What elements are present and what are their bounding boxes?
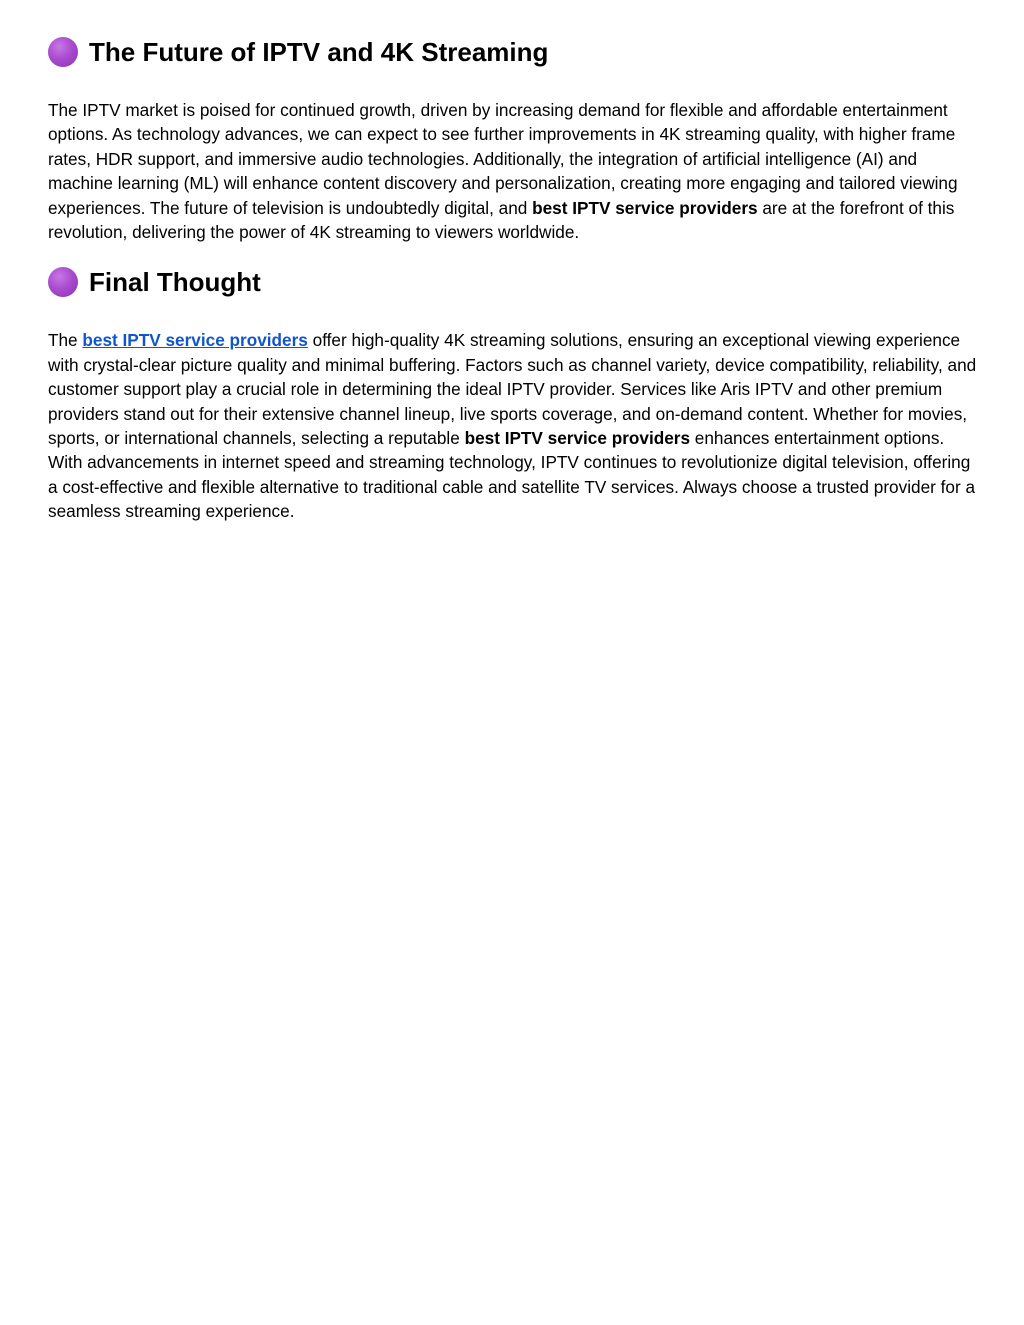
heading-text-future: The Future of IPTV and 4K Streaming: [89, 37, 549, 67]
bold-keyword: best IPTV service providers: [464, 428, 691, 449]
document-page: [48, 30, 978, 524]
paragraph-text: The IPTV market is poised for continued growth, driven by increasing demand for flexible and affordable entertainment options. As technology advances, we can expect to see further improvements in 4K streaming quality, with higher frame rates, HDR support, and immersive audio technologies. Additionally, the integration of artificial intelligence (AI) and machine learning (ML) will enhance content discovery and personalization, creating more engaging and tailored viewing experiences. The future of television is undoubtedly digital, and: [48, 100, 958, 218]
heading-text-final-thought: Final Thought: [89, 267, 261, 298]
purple-circle-icon: [48, 267, 78, 297]
best-iptv-providers-link[interactable]: best IPTV service providers: [82, 330, 308, 351]
section-heading-final-thought: [48, 260, 978, 304]
purple-circle-icon: [48, 37, 78, 67]
bold-keyword: best IPTV service providers: [532, 197, 758, 218]
paragraph-text: enhances entertainment options. With advancements in internet speed and streaming technology, IPTV continues to revolutionize digital television, offering a cost-effective and flexible alternative to traditional cable and satellite TV services. Always choose a trusted provider for a seamless streaming experience.: [48, 428, 976, 522]
section-heading-future: [48, 30, 978, 74]
paragraph-text: are at the forefront of this revolution, delivering the power of 4K streaming to viewers worldwide.: [48, 197, 955, 243]
paragraph-text: offer high-quality 4K streaming solutions, ensuring an exceptional viewing experience with crystal-clear picture quality and minimal buffering. Factors such as channel variety, device compatibility, reliability, and customer support play a crucial role in determining the ideal IPTV provider. Services like Aris IPTV and other premium providers stand out for their extensive channel lineup, live sports coverage, and on-demand content. Whether for movies, sports, or international channels, selecting a reputable: [48, 330, 977, 449]
paragraph-future: [48, 98, 978, 244]
paragraph-final-thought: [48, 328, 978, 523]
paragraph-text: The: [48, 330, 83, 351]
